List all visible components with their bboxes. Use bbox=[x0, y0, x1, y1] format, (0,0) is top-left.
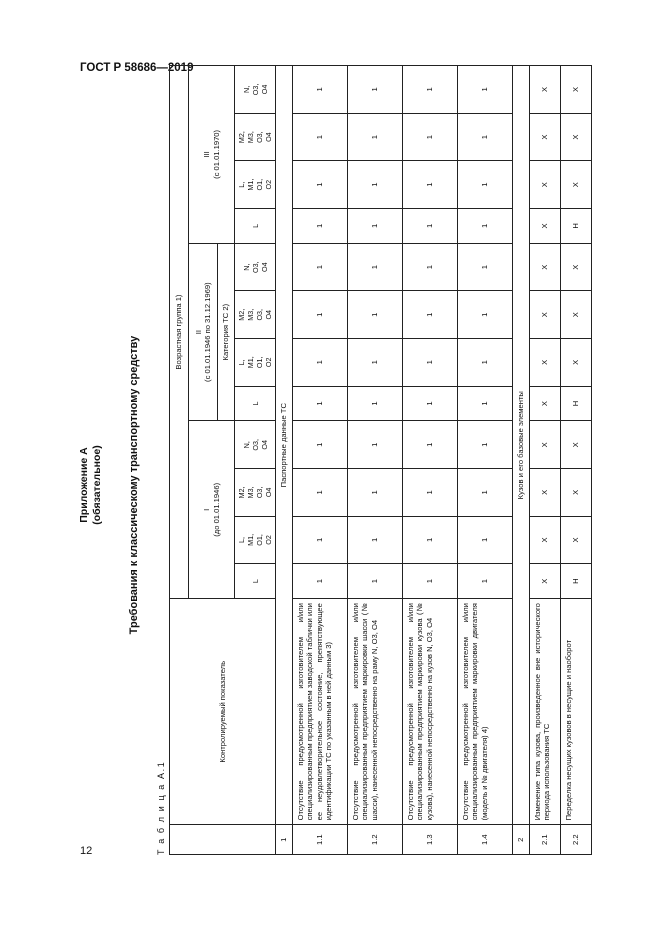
rotated-content bbox=[70, 85, 590, 885]
category-token: O1, bbox=[255, 356, 264, 369]
category-token: O2 bbox=[264, 179, 273, 190]
appendix-subtitle: (обязательное) bbox=[91, 445, 103, 525]
row-indicator-text: Переделка несущих кузовов в несущие и наоборот bbox=[561, 599, 592, 825]
header-cat-m2-m3-o3-o4-g1 bbox=[235, 469, 276, 517]
row-value-cell: X bbox=[530, 113, 561, 161]
category-token: L, bbox=[237, 181, 246, 188]
row-value-cell: X bbox=[530, 421, 561, 469]
row-value-cell: X bbox=[561, 469, 592, 517]
row-value-cell: 1 bbox=[293, 161, 348, 209]
row-value-cell: 1 bbox=[403, 208, 458, 243]
header-cat-l-g1: L bbox=[235, 564, 276, 599]
section-title: Паспортные данные ТС bbox=[276, 66, 293, 825]
row-value-cell: 1 bbox=[458, 421, 513, 469]
row-value-cell: 1 bbox=[458, 113, 513, 161]
category-token: N, bbox=[241, 85, 251, 93]
row-number: 1.3 bbox=[403, 825, 458, 855]
row-number: 1.4 bbox=[458, 825, 513, 855]
row-value-cell: X bbox=[530, 66, 561, 114]
category-token: O4 bbox=[259, 84, 269, 95]
row-value-cell: 1 bbox=[348, 386, 403, 421]
section-title: Кузов и его базовые элементы bbox=[513, 66, 530, 825]
row-value-cell: 1 bbox=[293, 113, 348, 161]
row-value-cell: 1 bbox=[293, 386, 348, 421]
row-value-cell: 1 bbox=[458, 469, 513, 517]
row-value-cell: 1 bbox=[348, 564, 403, 599]
row-value-cell: X bbox=[561, 516, 592, 564]
page-number: 12 bbox=[80, 845, 93, 857]
category-token: O3, bbox=[255, 308, 264, 321]
row-value-cell: 1 bbox=[293, 516, 348, 564]
row-value-cell: X bbox=[530, 339, 561, 387]
row-value-cell: 1 bbox=[458, 516, 513, 564]
category-token: O2 bbox=[264, 535, 273, 545]
row-number: 2.2 bbox=[561, 825, 592, 855]
row-value-cell: 1 bbox=[403, 243, 458, 291]
header-cat-l-m1-o1-o2-g2 bbox=[235, 339, 276, 387]
row-value-cell: 1 bbox=[348, 161, 403, 209]
section-number: 1 bbox=[276, 825, 293, 855]
row-value-cell: X bbox=[561, 113, 592, 161]
header-group-1 bbox=[189, 421, 235, 599]
row-value-cell: 1 bbox=[348, 208, 403, 243]
row-value-cell: X bbox=[530, 161, 561, 209]
row-value-cell: 1 bbox=[293, 469, 348, 517]
header-cat-l-m1-o1-o2-g1 bbox=[235, 516, 276, 564]
requirements-table bbox=[169, 65, 592, 855]
table-row bbox=[348, 66, 403, 855]
header-cat-l-m1-o1-o2-g3 bbox=[235, 161, 276, 209]
row-indicator-text: Отсутствие предусмотренной изготовителем и/или специализированным предприятием маркировки кузова (№ кузова), нанесенной непосредственно на кузов N, O3, O4 bbox=[403, 599, 458, 825]
row-value-cell: X bbox=[561, 243, 592, 291]
group-2-period: (с 01.01.1946 по 31.12.1969) bbox=[203, 282, 212, 382]
group-3-period: (с 01.01.1970) bbox=[211, 129, 221, 179]
row-value-cell: 1 bbox=[293, 208, 348, 243]
category-token: M3, bbox=[246, 486, 255, 499]
row-value-cell: 1 bbox=[293, 564, 348, 599]
row-value-cell: 1 bbox=[458, 564, 513, 599]
row-value-cell: X bbox=[561, 291, 592, 339]
category-token: O4 bbox=[264, 309, 273, 320]
row-indicator-text: Отсутствие предусмотренной изготовителем и/или специализированным предприятием маркировки двигателя (модель и № двигателя) 4) bbox=[458, 599, 513, 825]
row-value-cell: 1 bbox=[403, 113, 458, 161]
row-value-cell: X bbox=[530, 243, 561, 291]
header-cat-n-o3-o4-g2 bbox=[235, 243, 276, 291]
row-value-cell: 1 bbox=[293, 66, 348, 114]
row-value-cell: 1 bbox=[348, 243, 403, 291]
row-value-cell: 1 bbox=[348, 113, 403, 161]
appendix-title: Приложение А bbox=[78, 447, 90, 523]
category-token: O3, bbox=[250, 438, 260, 451]
category-token: O1, bbox=[255, 534, 264, 546]
category-token: O1, bbox=[255, 178, 264, 191]
row-value-cell: 1 bbox=[458, 208, 513, 243]
row-value-cell: X bbox=[530, 291, 561, 339]
table-row bbox=[458, 66, 513, 855]
category-token: M3, bbox=[246, 131, 255, 144]
table-row bbox=[530, 66, 561, 855]
row-value-cell: 1 bbox=[293, 291, 348, 339]
row-value-cell: 1 bbox=[403, 564, 458, 599]
row-indicator-text: Изменение типа кузова, произведенное вне исторического периода использования ТС bbox=[530, 599, 561, 825]
group-3-name: III bbox=[202, 151, 212, 158]
row-value-cell: Н bbox=[561, 564, 592, 599]
row-value-cell: 1 bbox=[458, 243, 513, 291]
standard-number: ГОСТ Р 58686—2019 bbox=[80, 62, 194, 74]
header-cat-n-o3-o4-g3 bbox=[235, 66, 276, 114]
row-value-cell: 1 bbox=[458, 66, 513, 114]
group-1-name: I bbox=[202, 508, 212, 511]
category-token: O4 bbox=[259, 439, 269, 450]
category-token: O4 bbox=[264, 487, 273, 498]
category-token: N, bbox=[241, 441, 251, 449]
row-value-cell: 1 bbox=[293, 339, 348, 387]
header-cat-n-o3-o4-g1 bbox=[235, 421, 276, 469]
row-value-cell: Н bbox=[561, 208, 592, 243]
group-2-name: II bbox=[193, 330, 203, 335]
category-token: M2, bbox=[237, 308, 246, 321]
row-indicator-text: Отсутствие предусмотренной изготовителем и/или специализированным предприятием заводской таблички или ее неудовлетворительное состояние, препятствующее идентификации ТС по указанным в ней данным 3) bbox=[293, 599, 348, 825]
row-value-cell: 1 bbox=[403, 339, 458, 387]
row-number: 1.1 bbox=[293, 825, 348, 855]
group-1-period: (до 01.01.1946) bbox=[211, 482, 221, 537]
category-token: M3, bbox=[246, 308, 255, 321]
category-token: L, bbox=[237, 359, 246, 366]
row-value-cell: 1 bbox=[348, 339, 403, 387]
row-value-cell: X bbox=[530, 469, 561, 517]
category-token: L, bbox=[237, 536, 246, 543]
category-token: O4 bbox=[259, 262, 269, 272]
header-age-group: Возрастная группа 1) bbox=[170, 66, 189, 599]
category-token: O4 bbox=[264, 132, 273, 142]
header-group-3 bbox=[189, 66, 235, 244]
row-value-cell: 1 bbox=[403, 66, 458, 114]
category-token: O2 bbox=[264, 357, 273, 368]
row-value-cell: 1 bbox=[403, 161, 458, 209]
header-indicator: Контролируемый показатель bbox=[170, 599, 276, 825]
row-number: 2.1 bbox=[530, 825, 561, 855]
row-value-cell: 1 bbox=[458, 291, 513, 339]
table-row bbox=[403, 66, 458, 855]
row-value-cell: 1 bbox=[403, 516, 458, 564]
row-value-cell: X bbox=[530, 386, 561, 421]
row-value-cell: X bbox=[561, 161, 592, 209]
table-label: Т а б л и ц а А.1 bbox=[156, 760, 166, 855]
category-token: N, bbox=[241, 263, 251, 271]
section-number: 2 bbox=[513, 825, 530, 855]
category-token: O3, bbox=[255, 131, 264, 143]
row-number: 1.2 bbox=[348, 825, 403, 855]
category-token: M1, bbox=[246, 178, 255, 191]
category-token: O3, bbox=[250, 83, 260, 96]
category-token: M2, bbox=[237, 131, 246, 144]
row-value-cell: 1 bbox=[348, 421, 403, 469]
row-value-cell: X bbox=[561, 421, 592, 469]
row-value-cell: Н bbox=[561, 386, 592, 421]
table-row bbox=[561, 66, 592, 855]
category-token: M1, bbox=[246, 533, 255, 546]
category-token: O3, bbox=[255, 486, 264, 499]
row-value-cell: 1 bbox=[348, 516, 403, 564]
category-token: M2, bbox=[237, 486, 246, 499]
header-group-2 bbox=[189, 243, 218, 421]
category-token: M1, bbox=[246, 356, 255, 369]
header-cat-l-g2: L bbox=[235, 386, 276, 421]
header-cat-m2-m3-o3-o4-g2 bbox=[235, 291, 276, 339]
row-value-cell: 1 bbox=[458, 161, 513, 209]
row-value-cell: X bbox=[530, 516, 561, 564]
table-row bbox=[293, 66, 348, 855]
category-token: O3, bbox=[250, 261, 260, 273]
row-value-cell: X bbox=[561, 66, 592, 114]
row-value-cell: 1 bbox=[348, 469, 403, 517]
row-value-cell: 1 bbox=[348, 291, 403, 339]
row-indicator-text: Отсутствие предусмотренной изготовителем и/или специализированным предприятием маркировки шасси (№ шасси), нанесенной непосредственно на раму N, O3, O4 bbox=[348, 599, 403, 825]
row-value-cell: X bbox=[530, 564, 561, 599]
header-category: Категория ТС 2) bbox=[218, 243, 235, 421]
row-value-cell: 1 bbox=[403, 421, 458, 469]
row-value-cell: 1 bbox=[403, 386, 458, 421]
row-value-cell: 1 bbox=[293, 421, 348, 469]
requirements-title: Требования к классическому транспортному средству bbox=[128, 335, 140, 635]
header-cat-m2-m3-o3-o4-g3 bbox=[235, 113, 276, 161]
row-value-cell: 1 bbox=[403, 469, 458, 517]
row-value-cell: 1 bbox=[293, 243, 348, 291]
row-value-cell: 1 bbox=[403, 291, 458, 339]
row-value-cell: X bbox=[561, 339, 592, 387]
header-cat-l-g3: L bbox=[235, 208, 276, 243]
row-value-cell: 1 bbox=[348, 66, 403, 114]
row-value-cell: 1 bbox=[458, 386, 513, 421]
row-value-cell: X bbox=[530, 208, 561, 243]
header-num-cell bbox=[170, 825, 276, 855]
row-value-cell: 1 bbox=[458, 339, 513, 387]
